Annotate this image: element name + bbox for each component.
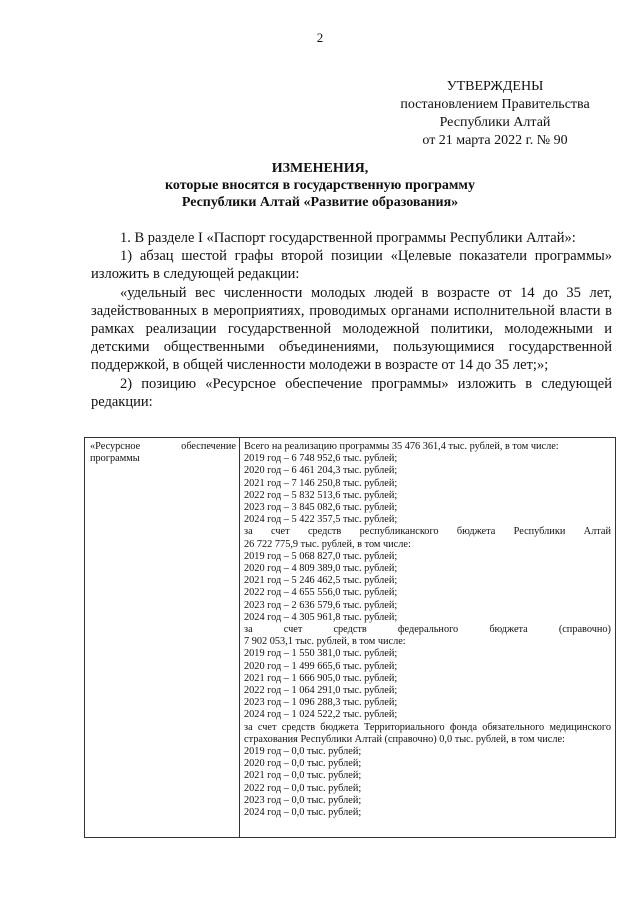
year-amount-line: 2021 год – 0,0 тыс. рублей; bbox=[244, 770, 362, 782]
federal-word: за bbox=[244, 624, 253, 636]
approval-line: постановлением Правительства bbox=[400, 97, 590, 112]
regional-word: Республики bbox=[513, 526, 566, 538]
table-value-cell bbox=[240, 438, 615, 837]
year-amount-line: 2022 год – 0,0 тыс. рублей; bbox=[244, 782, 362, 794]
approval-heading: УТВЕРЖДЕНЫ bbox=[446, 79, 544, 94]
foms-text: за счет средств бюджета Территориального фонда обязательного медицинского страхования Республики Алтай (справочно) 0,0 тыс. рублей, в том числе: bbox=[244, 721, 611, 745]
document-title bbox=[0, 160, 640, 211]
federal-word: средств bbox=[333, 624, 367, 636]
paragraph: 2) позицию «Ресурсное обеспечение программы» изложить в следующей редакции: bbox=[91, 375, 612, 410]
year-amount-line: 2024 год – 0,0 тыс. рублей; bbox=[244, 807, 362, 819]
title-line: ИЗМЕНЕНИЯ, bbox=[271, 161, 369, 176]
regional-line bbox=[244, 526, 611, 538]
year-amount-line: 2021 год – 1 666 905,0 тыс. рублей; bbox=[244, 672, 398, 684]
year-amount-line: 2020 год – 1 499 665,6 тыс. рублей; bbox=[244, 660, 398, 672]
paragraph: 1) абзац шестой графы второй позиции «Целевые показатели программы» изложить в следующей редакции: bbox=[91, 248, 612, 283]
federal-word: федерального bbox=[397, 624, 459, 636]
regional-word: бюджета bbox=[456, 526, 496, 538]
federal-word: счет bbox=[283, 624, 303, 636]
approval-block bbox=[360, 78, 630, 150]
year-amount-line: 2024 год – 1 024 522,2 тыс. рублей; bbox=[244, 709, 398, 721]
table-label-cell bbox=[85, 438, 240, 837]
regional-amount: 26 722 775,9 тыс. рублей, в том числе: bbox=[244, 538, 411, 550]
paragraph: 1. В разделе I «Паспорт государственной программы Республики Алтай»: bbox=[120, 230, 576, 246]
year-amount-line: 2023 год – 2 636 579,6 тыс. рублей; bbox=[244, 599, 398, 611]
regional-word: за bbox=[244, 526, 253, 538]
page-number: 2 bbox=[316, 30, 324, 45]
year-amount-line: 2019 год – 1 550 381,0 тыс. рублей; bbox=[244, 648, 398, 660]
federal-word: бюджета bbox=[489, 624, 528, 636]
year-amount-line: 2022 год – 5 832 513,6 тыс. рублей; bbox=[244, 489, 398, 501]
approval-line: Республики Алтай bbox=[439, 115, 551, 130]
year-amount-line: 2023 год – 1 096 288,3 тыс. рублей; bbox=[244, 697, 398, 709]
label-word: «Ресурсное bbox=[90, 441, 141, 452]
year-amount-line: 2021 год – 5 246 462,5 тыс. рублей; bbox=[244, 575, 398, 587]
regional-word: счет bbox=[270, 526, 290, 538]
year-amount-line: 2023 год – 0,0 тыс. рублей; bbox=[244, 794, 362, 806]
federal-years bbox=[244, 648, 611, 721]
paragraph: «удельный вес численности молодых людей в возрасте от 14 до 35 лет, задействованных в мероприятиях, проводимых органами исполнительной власти в рамках реализации государственной молодежной политики, молодежными и детскими общественными объединениями, пользующимися государственной поддержкой, в общей численности молодежи в возрасте от 14 до 35 лет;»; bbox=[91, 284, 612, 374]
title-line: Республики Алтай «Развитие образования» bbox=[181, 195, 459, 210]
year-amount-line: 2022 год – 4 655 556,0 тыс. рублей; bbox=[244, 587, 398, 599]
label-word: обеспечение bbox=[181, 441, 236, 452]
regional-years bbox=[244, 551, 611, 624]
year-amount-line: 2021 год – 7 146 250,8 тыс. рублей; bbox=[244, 477, 398, 489]
year-amount-line: 2020 год – 6 461 204,3 тыс. рублей; bbox=[244, 465, 398, 477]
federal-amount: 7 902 053,1 тыс. рублей, в том числе: bbox=[244, 636, 406, 648]
label-word: программы bbox=[90, 453, 140, 465]
foms-years bbox=[244, 746, 611, 819]
federal-line bbox=[244, 624, 611, 636]
total-line: Всего на реализацию программы 35 476 361,4 тыс. рублей, в том числе: bbox=[244, 441, 559, 452]
year-amount-line: 2020 год – 4 809 389,0 тыс. рублей; bbox=[244, 563, 398, 575]
regional-word: средств bbox=[307, 526, 342, 538]
title-line: которые вносятся в государственную программу bbox=[165, 178, 475, 193]
year-amount-line: 2020 год – 0,0 тыс. рублей; bbox=[244, 758, 362, 770]
year-amount-line: 2019 год – 6 748 952,6 тыс. рублей; bbox=[244, 453, 398, 465]
document-body bbox=[91, 229, 612, 411]
year-amount-line: 2022 год – 1 064 291,0 тыс. рублей; bbox=[244, 685, 398, 697]
federal-word: (справочно) bbox=[558, 624, 611, 636]
approval-date: от 21 марта 2022 г. № 90 bbox=[422, 133, 568, 148]
regional-word: республиканского bbox=[359, 526, 439, 538]
year-amount-line: 2024 год – 5 422 357,5 тыс. рублей; bbox=[244, 514, 398, 526]
year-amount-line: 2024 год – 4 305 961,8 тыс. рублей; bbox=[244, 611, 398, 623]
regional-word: Алтай bbox=[583, 526, 611, 538]
year-amount-line: 2023 год – 3 845 082,6 тыс. рублей; bbox=[244, 502, 398, 514]
resource-table bbox=[84, 437, 616, 838]
total-years bbox=[244, 453, 611, 526]
year-amount-line: 2019 год – 5 068 827,0 тыс. рублей; bbox=[244, 550, 398, 562]
year-amount-line: 2019 год – 0,0 тыс. рублей; bbox=[244, 746, 362, 758]
